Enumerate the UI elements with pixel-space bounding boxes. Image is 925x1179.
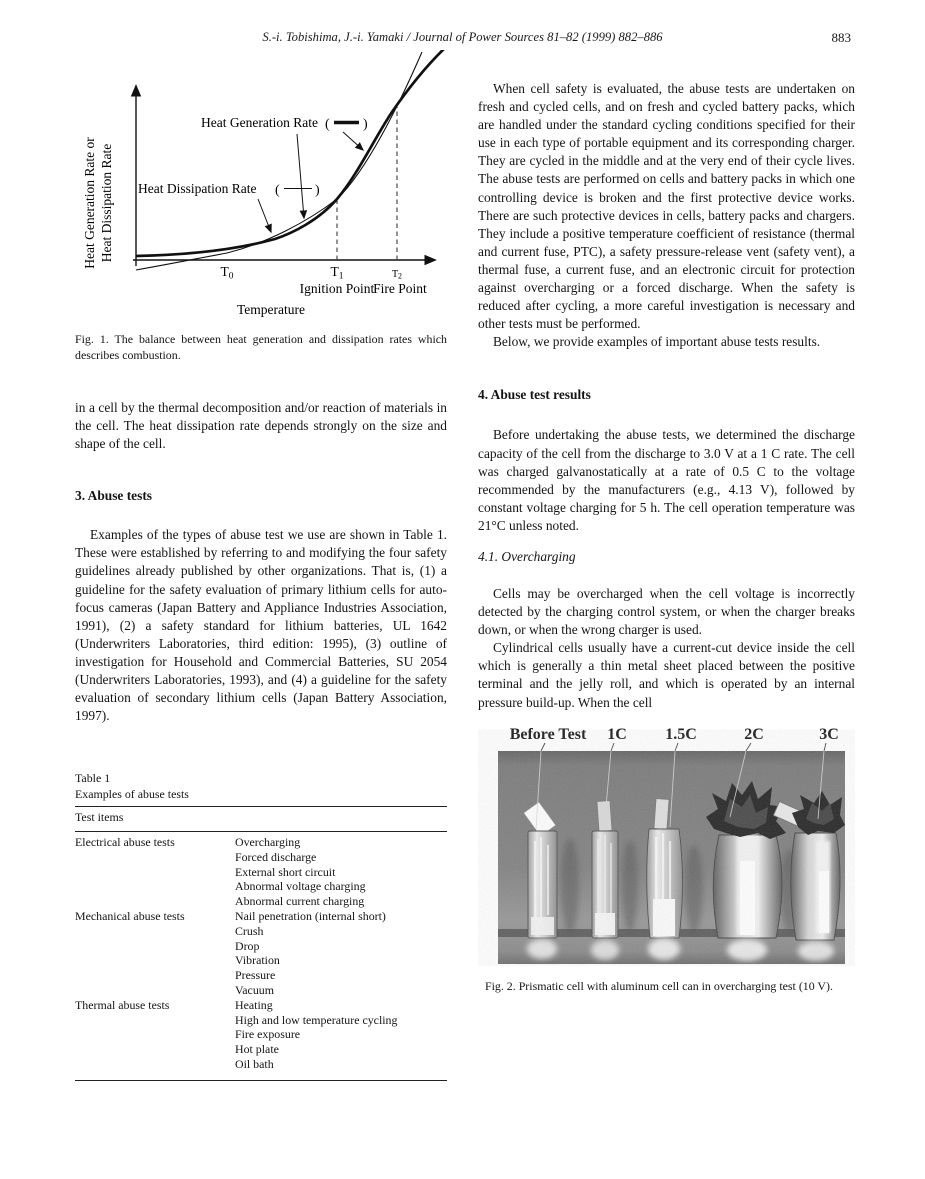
table-cell-category: Thermal abuse tests — [75, 997, 170, 1012]
figure1-axes — [133, 86, 435, 266]
table-cell-category — [75, 983, 235, 998]
right-column — [478, 80, 855, 994]
table-cell-category: Electrical abuse tests — [75, 835, 175, 850]
table-cell-item: Nail penetration (internal short) — [235, 909, 386, 924]
x-axis-title: Temperature — [236, 302, 306, 317]
y-axis-title-line2: Heat Dissipation Rate — [99, 143, 114, 263]
table-cell-item: Fire exposure — [235, 1027, 301, 1042]
table-cell-category: Mechanical abuse tests — [75, 909, 185, 924]
generation-paren-close: ) — [363, 117, 368, 132]
table-cell-item: Pressure — [235, 968, 276, 983]
figure2-label-1-5c: 1.5C — [665, 725, 697, 743]
table-cell-category — [75, 924, 235, 939]
table-row — [75, 1013, 447, 1028]
paragraph-below-examples: Below, we provide examples of important abuse tests results. — [493, 334, 821, 350]
tick-t1: T1 — [330, 264, 344, 282]
table-cell-item: High and low temperature cycling — [235, 1012, 398, 1027]
section4-paragraph: Before undertaking the abuse tests, we determined the discharge capacity of the cell from the discharge to 3.0 V at a 1 C rate. The cell was charged galvanostatically at a rate of 0.5 C to the voltage recommended by the manufacturers (e.g., 4.13 V), followed by constant voltage charging for 5 h. The cell operation temperature was 21°C unless noted. — [478, 427, 855, 533]
figure2-label-before-test: Before Test — [509, 725, 587, 743]
table-row — [75, 924, 447, 939]
dissipation-label: Heat Dissipation Rate — [138, 181, 257, 196]
table1-title-block — [75, 771, 447, 802]
table-cell-category — [75, 865, 235, 880]
figure2-photo — [478, 721, 855, 966]
table-cell-category — [75, 1057, 235, 1072]
table-row — [75, 909, 447, 924]
table1-title: Table 1 — [75, 771, 111, 786]
tick-t0: T0 — [220, 264, 234, 282]
section3-heading: 3. Abuse tests — [75, 488, 153, 504]
table1-rule-bottom — [75, 1080, 447, 1081]
table-cell-category — [75, 953, 235, 968]
ignition-point-label: Ignition Point — [299, 281, 375, 296]
table-row — [75, 894, 447, 909]
table-cell-category — [75, 894, 235, 909]
generation-paren-open: ( — [325, 117, 330, 132]
table-cell-item: Overcharging — [235, 835, 301, 850]
left-column — [75, 50, 447, 1081]
figure2-photo-area — [498, 751, 845, 964]
figure1-diagram — [75, 50, 452, 322]
generation-legend — [201, 115, 368, 132]
table-row — [75, 998, 447, 1013]
table-cell-item: Vibration — [235, 953, 280, 968]
table-cell-category — [75, 1027, 235, 1042]
table1-column-header: Test items — [75, 809, 124, 824]
table-cell-item: Heating — [235, 997, 273, 1012]
section4-heading: 4. Abuse test results — [478, 387, 591, 403]
table-cell-item: Forced discharge — [235, 849, 317, 864]
tick-t2: T2 — [391, 269, 403, 281]
table-cell-item: External short circuit — [235, 864, 336, 879]
table1-rows — [75, 832, 447, 1076]
paragraph-cylindrical-cells: Cylindrical cells usually have a current-cut device inside the cell which is generally a thin metal sheet placed between the positive terminal and the jelly roll, and which is operated by an internal pressure build-up. When the cell — [478, 640, 855, 710]
table-cell-category — [75, 850, 235, 865]
table-row — [75, 879, 447, 894]
section3-paragraph: Examples of the types of abuse test we use are shown in Table 1. These were established by referring to and modifying the four safety guidelines already published by other organizations. That is, (1) a guideline for the safety evaluation of primary lithium cells for auto-focus cameras (Japan Battery and Appliance Industries Association, 1991), (2) a safety standard for lithium batteries, UL 1642 (Underwriters Laboratories, third edition: 1995), (3) outline of investigation for Household and Commercial Batteries, SU 2054 (Underwriters Laboratories, 1993), and (4) a guideline for the safety evaluation of secondary lithium cells (Japan Battery Association, 1997). — [75, 527, 447, 724]
page-number: 883 — [831, 30, 851, 45]
table-cell-category — [75, 1042, 235, 1057]
table-row — [75, 1027, 447, 1042]
table-row — [75, 983, 447, 998]
table-cell-category — [75, 968, 235, 983]
table-row — [75, 835, 447, 850]
generation-label: Heat Generation Rate — [201, 115, 318, 130]
table-row — [75, 850, 447, 865]
figure2-label-2c: 2C — [744, 725, 764, 743]
table-row — [75, 865, 447, 880]
running-head: S.-i. Tobishima, J.-i. Yamaki / Journal of Power Sources 81–82 (1999) 882–886 — [262, 30, 663, 44]
dissipation-paren-close: ) — [315, 183, 320, 198]
paragraph-continuation: in a cell by the thermal decomposition and/or reaction of materials in the cell. The heat dissipation rate depends strongly on the size and shape of the cell. — [75, 400, 447, 452]
figure2-pointer-lines-top — [541, 743, 826, 751]
paragraph-overcharge-causes: Cells may be overcharged when the cell voltage is incorrectly detected by the charging control system, or when the charger breaks down, or when the wrong charger is used. — [478, 585, 855, 638]
y-axis-title-line1: Heat Generation Rate or — [82, 137, 97, 269]
figure2-label-3c: 3C — [819, 725, 839, 743]
paragraph-cell-safety: When cell safety is evaluated, the abuse tests are undertaken on fresh and cycled cells, and on fresh and cycled battery packs, which are handled under the standard cycling conditions specified for their use in each type of portable equipment and its corresponding charger. They are cycled in the middle and at the very end of their cycle lives. The abuse tests are performed on cells and battery packs in which one controlling device is broken and the first protective device works. There are such protective devices in cells, battery packs and chargers. They include a positive temperature coefficient of resistance (thermal and current fuse, PTC), a safety pressure-release vent (safety vent), a thermal fuse, a current fuse, and an electronic circuit for protection against overcharging or a forced discharge. When the safety is reduced after cycling, a more careful investigation is necessary and other tests must be performed. — [478, 81, 855, 332]
table-cell-item: Hot plate — [235, 1042, 279, 1057]
table-cell-item: Drop — [235, 938, 260, 953]
table-row — [75, 1042, 447, 1057]
figure2-caption: Fig. 2. Prismatic cell with aluminum cell can in overcharging test (10 V). — [485, 978, 833, 993]
table-cell-category — [75, 879, 235, 894]
dissipation-paren-open: ( — [275, 183, 280, 198]
table-cell-category — [75, 939, 235, 954]
figure2-label-1c: 1C — [607, 725, 627, 743]
table-cell-item: Oil bath — [235, 1057, 274, 1072]
table-row — [75, 953, 447, 968]
heat-generation-curve — [136, 50, 447, 256]
table-cell-item: Vacuum — [235, 983, 274, 998]
table-row — [75, 968, 447, 983]
table-cell-category — [75, 1013, 235, 1028]
table-row — [75, 1057, 447, 1072]
table-cell-item: Abnormal current charging — [235, 894, 365, 909]
table1-subtitle: Examples of abuse tests — [75, 786, 189, 801]
table1 — [75, 771, 447, 1081]
table-row — [75, 939, 447, 954]
subsection41-heading: 4.1. Overcharging — [478, 548, 576, 564]
fire-point-label: Fire Point — [373, 281, 427, 296]
dissipation-legend — [138, 181, 320, 198]
table-cell-item: Crush — [235, 923, 264, 938]
table-cell-item: Abnormal voltage charging — [235, 879, 366, 894]
figure1-caption: Fig. 1. The balance between heat generation and dissipation rates which describes combustion. — [75, 332, 447, 362]
